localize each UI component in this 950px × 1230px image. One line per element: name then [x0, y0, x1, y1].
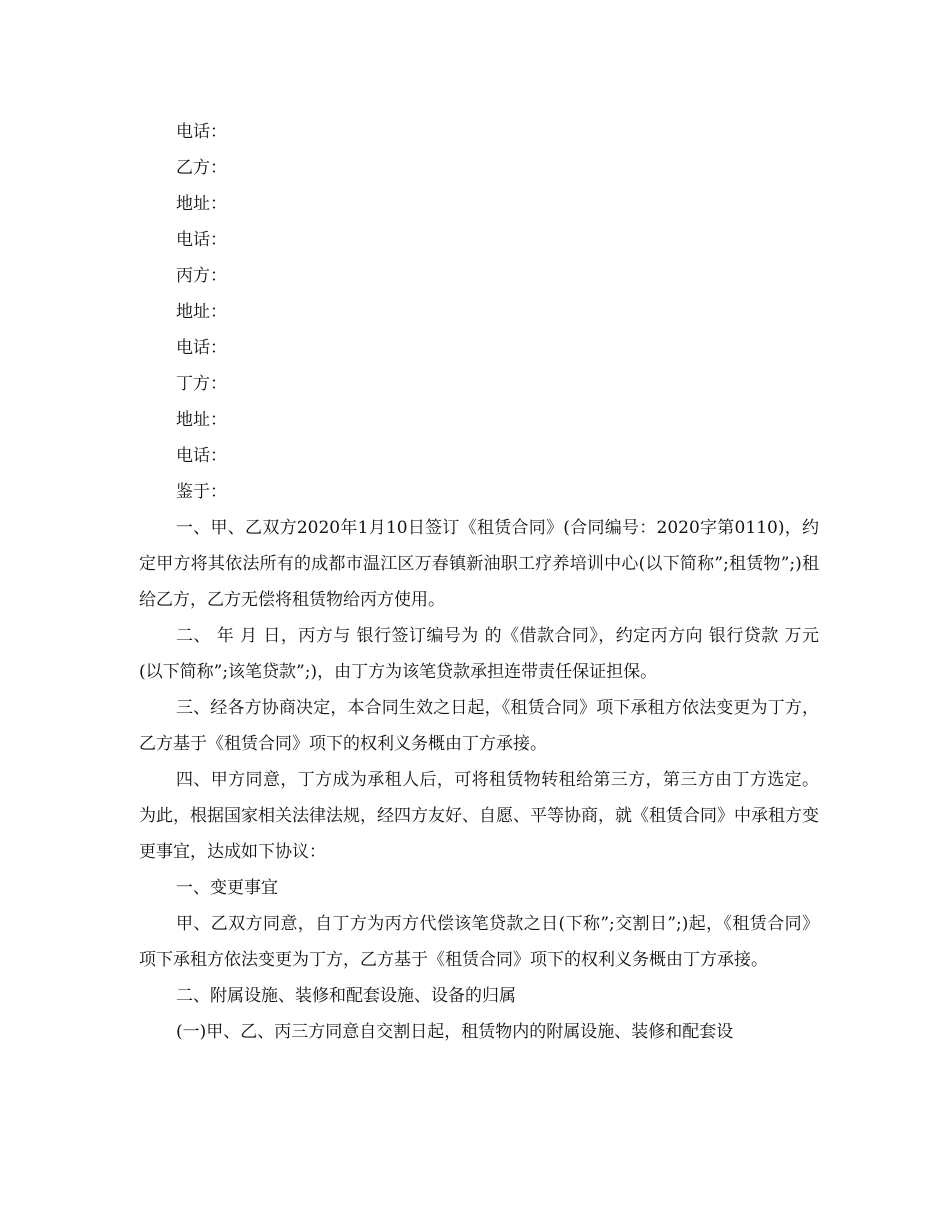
article-1-title: 一、变更事宜	[176, 878, 278, 898]
party-bing-phone: 电话：	[176, 338, 227, 358]
recital-4: 四、甲方同意，丁方成为承租人后，可将租赁物转租给第三方，第三方由丁方选定。为此，根据国家相关法律法规，经四方友好、自愿、平等协商，就《租赁合同》中承租方变更事宜，达成如下协议：	[139, 770, 819, 862]
recital-3: 三、经各方协商决定，本合同生效之日起，《租赁合同》项下承租方依法变更为丁方，乙方基于《租赁合同》项下的权利义务概由丁方承接。	[139, 698, 819, 754]
recital-2: 二、 年 月 日，丙方与 银行签订编号为 的《借款合同》，约定丙方向 银行贷款 万元(以下简称”;该笔贷款”;)，由丁方为该笔贷款承担连带责任保证担保。	[139, 626, 819, 682]
party-bing-label: 丙方：	[176, 266, 227, 286]
recital-1: 一、甲、乙双方2020年1月10日签订《租赁合同》(合同编号：2020字第0110)，约定甲方将其依法所有的成都市温江区万春镇新油职工疗养培训中心(以下简称”;租赁物”;)租给乙方，乙方无偿将租赁物给丙方使用。	[139, 518, 819, 610]
party-ding-address: 地址：	[176, 410, 227, 430]
party-ding-label: 丁方：	[176, 374, 227, 394]
party-yi-label: 乙方：	[176, 158, 227, 178]
whereas-heading: 鉴于：	[176, 482, 227, 502]
party-ding-phone: 电话：	[176, 446, 227, 466]
party-bing-address: 地址：	[176, 302, 227, 322]
contract-body	[139, 114, 819, 1050]
party-yi-phone: 电话：	[176, 230, 227, 250]
article-1-body: 甲、乙双方同意，自丁方为丙方代偿该笔贷款之日(下称”;交割日”;)起，《租赁合同》项下承租方依法变更为丁方，乙方基于《租赁合同》项下的权利义务概由丁方承接。	[139, 914, 819, 970]
party-jia-phone: 电话：	[176, 122, 227, 142]
article-2-item-1: (一)甲、乙、丙三方同意自交割日起，租赁物内的附属设施、装修和配套设	[176, 1022, 734, 1042]
article-2-title: 二、附属设施、装修和配套设施、设备的归属	[176, 986, 516, 1006]
party-yi-address: 地址：	[176, 194, 227, 214]
